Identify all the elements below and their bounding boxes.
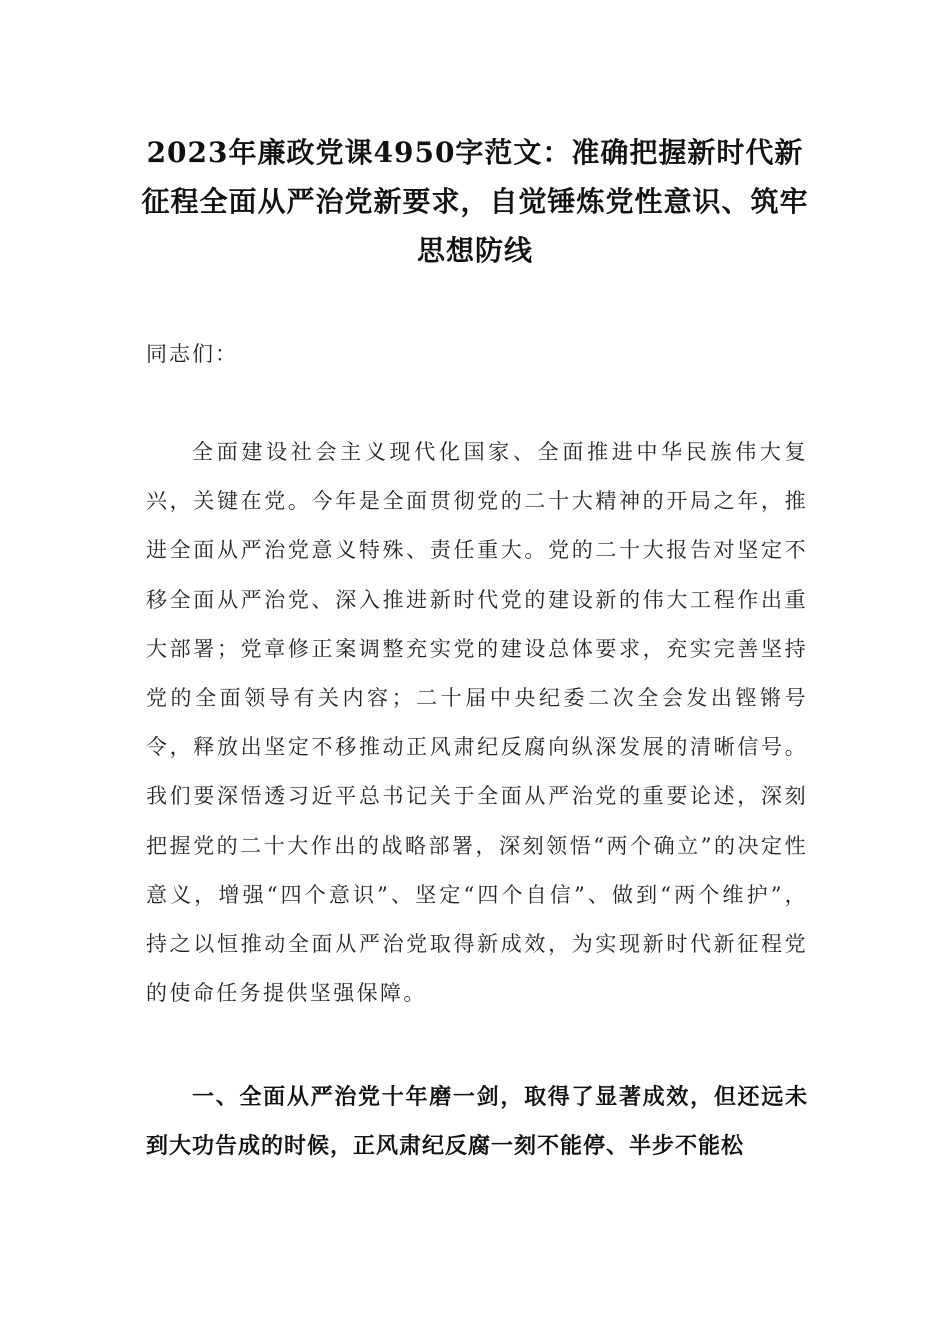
section-heading: 一、全面从严治党十年磨一剑，取得了显著成效，但还远未到大功告成的时候，正风肃纪反腐一刻不能停、半步不能松 bbox=[146, 1084, 808, 1159]
salutation: 同志们： bbox=[146, 342, 238, 366]
body-paragraph: 全面建设社会主义现代化国家、全面推进中华民族伟大复兴，关键在党。今年是全面贯彻党的二十大精神的开局之年，推进全面从严治党意义特殊、责任重大。党的二十大报告对坚定不移全面从严治党、深入推进新时代党的建设新的伟大工程作出重大部署；党章修正案调整充实党的建设总体要求，充实完善坚持党的全面领导有关内容；二十届中央纪委二次全会发出铿锵号令，释放出坚定不移推动正风肃纪反腐向纵深发展的清晰信号。我们要深悟透习近平总书记关于全面从严治党的重要论述，深刻把握党的二十大作出的战略部署，深刻领悟“两个确立”的决定性意义，增强“四个意识”、坚定“四个自信”、做到“两个维护”，持之以恒推动全面从严治党取得新成效，为实现新时代新征程党的使命任务提供坚强保障。 bbox=[146, 440, 808, 1006]
document-title: 2023年廉政党课4950字范文：准确把握新时代新征程全面从严治党新要求，自觉锤炼党性意识、筑牢思想防线 bbox=[141, 136, 809, 267]
